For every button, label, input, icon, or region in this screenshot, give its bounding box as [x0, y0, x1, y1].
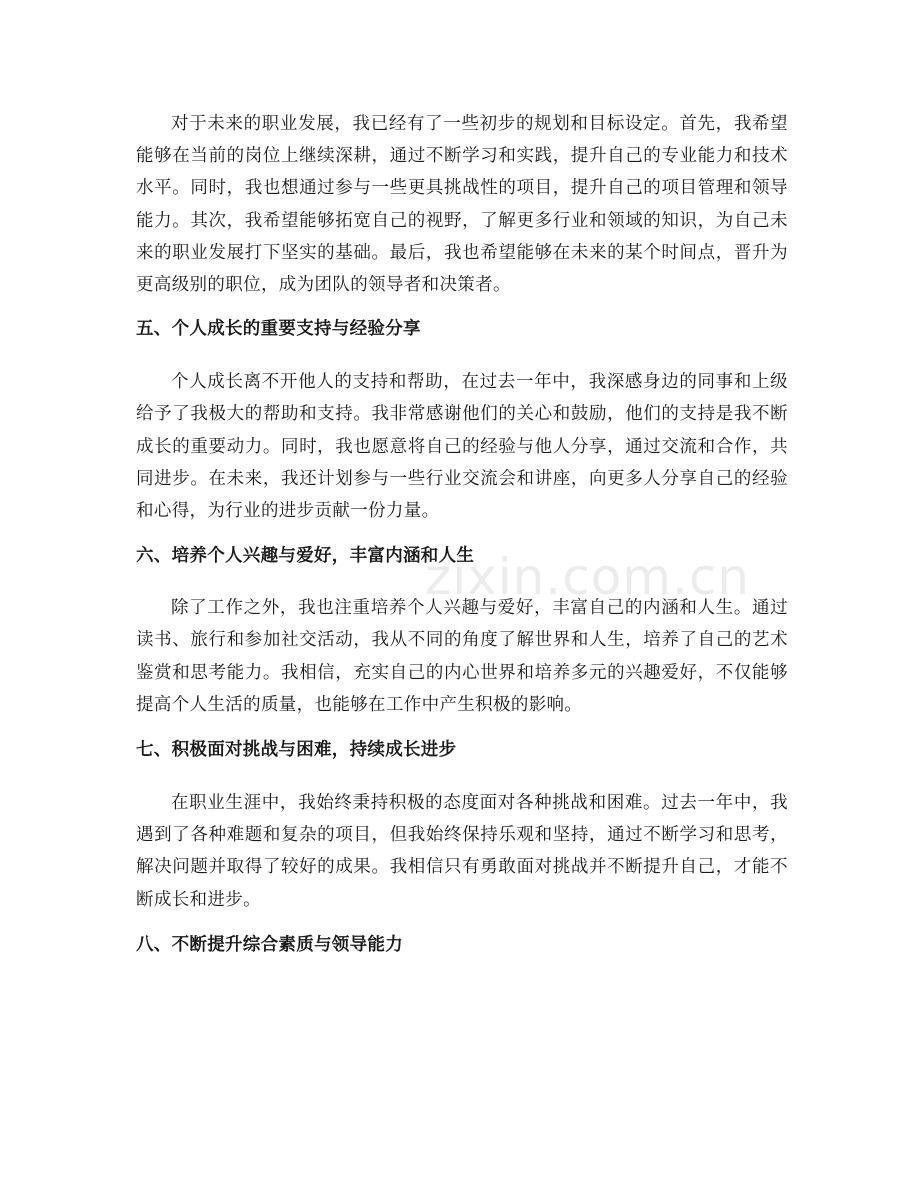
paragraph-career-plan: 对于未来的职业发展，我已经有了一些初步的规划和目标设定。首先，我希望能够在当前的岗位上继续深耕，通过不断学习和实践，提升自己的专业能力和技术水平。同时，我也想通过参与一些更具挑战性的项目，提升自己的项目管理和领导能力。其次，我希望能够拓宽自己的视野，了解更多行业和领域的知识，为自己未来的职业发展打下坚实的基础。最后，我也希望能够在未来的某个时间点，晋升为更高级别的职位，成为团队的领导者和决策者。 [136, 114, 788, 296]
watermark-text: zixin.com.cn [425, 548, 751, 606]
paragraph-interests: 除了工作之外，我也注重培养个人兴趣与爱好，丰富自己的内涵和人生。通过读书、旅行和参加社交活动，我从不同的角度了解世界和人生，培养了自己的艺术鉴赏和思考能力。我相信，充实自己的内心世界和培养多元的兴趣爱好，不仅能够提高个人生活的质量，也能够在工作中产生积极的影响。 [136, 598, 788, 715]
section-heading-7: 七、积极面对挑战与困难，持续成长进步 [136, 740, 457, 761]
section-heading-8: 八、不断提升综合素质与领导能力 [136, 934, 403, 955]
section-heading-6: 六、培养个人兴趣与爱好，丰富内涵和人生 [136, 546, 475, 567]
document-body [136, 108, 788, 961]
paragraph-support-sharing: 个人成长离不开他人的支持和帮助，在过去一年中，我深感身边的同事和上级给予了我极大的帮助和支持。我非常感谢他们的关心和鼓励，他们的支持是我不断成长的重要动力。同时，我也愿意将自己的经验与他人分享，通过交流和合作，共同进步。在未来，我还计划参与一些行业交流会和讲座，向更多人分享自己的经验和心得，为行业的进步贡献一份力量。 [136, 372, 788, 522]
section-heading-5: 五、个人成长的重要支持与经验分享 [136, 319, 421, 340]
paragraph-challenges: 在职业生涯中，我始终秉持积极的态度面对各种挑战和困难。过去一年中，我遇到了各种难题和复杂的项目，但我始终保持乐观和坚持，通过不断学习和思考，解决问题并取得了较好的成果。我相信只有勇敢面对挑战并不断提升自己，才能不断成长和进步。 [136, 793, 788, 910]
